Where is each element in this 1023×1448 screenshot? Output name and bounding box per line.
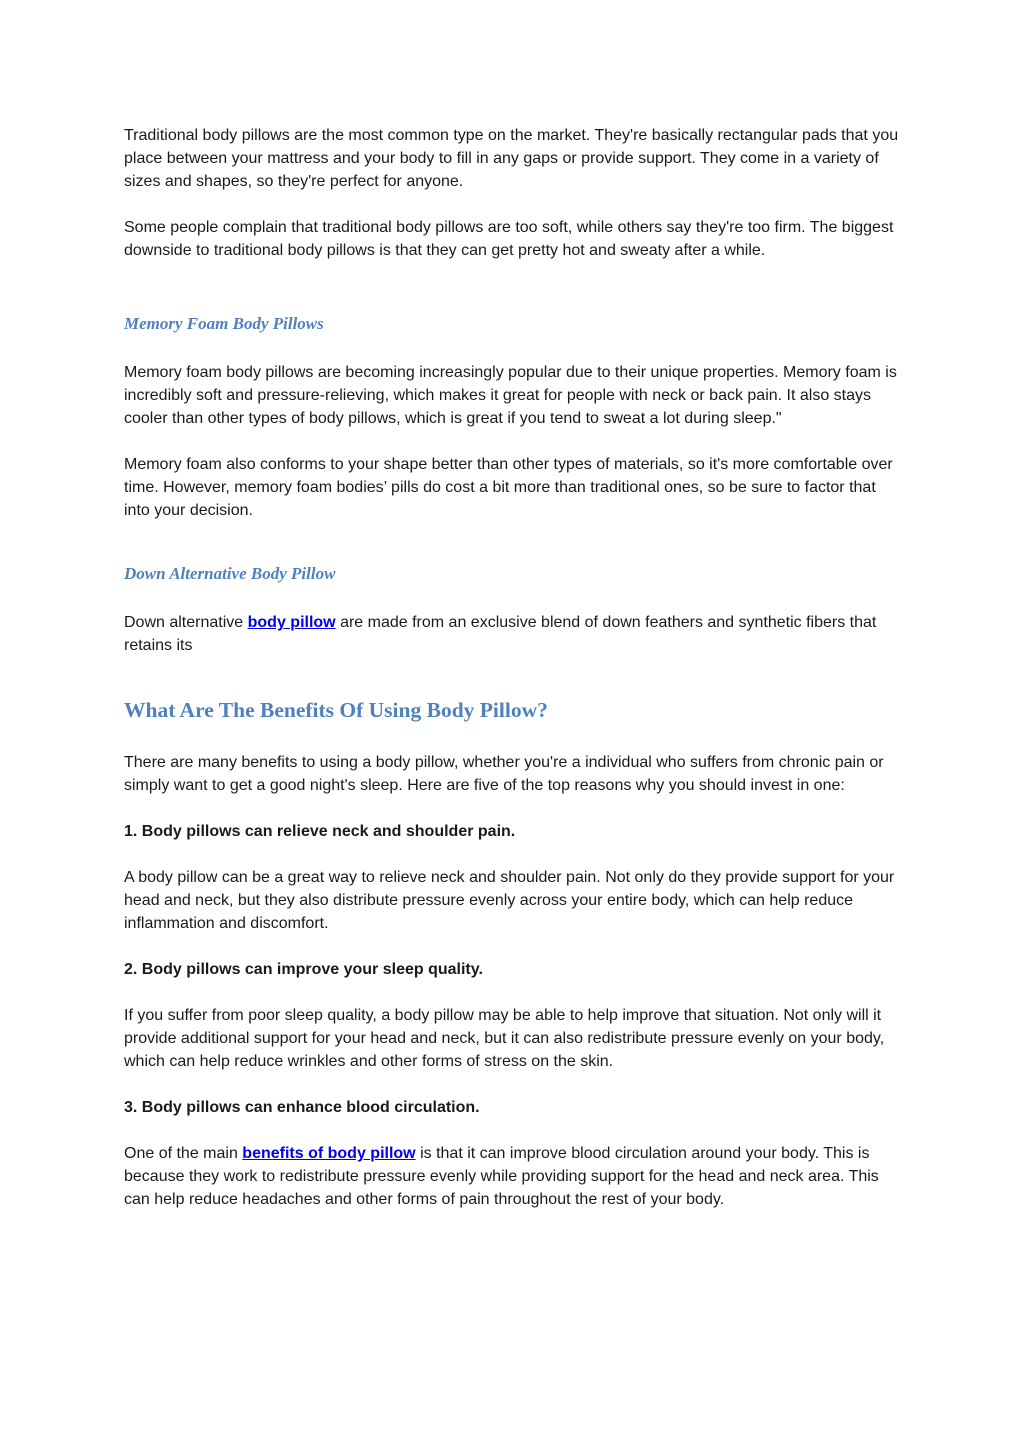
- spacer: [124, 1119, 899, 1142]
- benefits-intro: There are many benefits to using a body pillow, whether you're a individual who suffers from chronic pain or simply want to get a good night's sleep. Here are five of the top reasons why you should invest in one:: [124, 754, 884, 794]
- intro-paragraph-2: Some people complain that traditional body pillows are too soft, while others say they're too firm. The biggest downside to traditional body pillows is that they can get pretty hot and sweaty after a while.: [124, 219, 894, 259]
- spacer: [124, 585, 899, 611]
- benefit-1-text: A body pillow can be a great way to relieve neck and shoulder pain. Not only do they provide support for your head and neck, but they also distribute pressure evenly across your entire body, which can help reduce inflammation and discomfort.: [124, 869, 895, 932]
- benefit-3-text-after: is that it can improve blood circulation around your body. This is because they work to redistribute pressure evenly while providing support for the head and neck area. This can help reduce headaches and other forms of pain throughout the rest of your body.: [124, 1145, 879, 1208]
- spacer: [124, 843, 899, 866]
- memory-foam-heading: Memory Foam Body Pillows: [124, 314, 324, 333]
- spacer: [124, 657, 899, 696]
- spacer: [124, 981, 899, 1004]
- benefits-of-body-pillow-link[interactable]: benefits of body pillow: [242, 1145, 416, 1162]
- down-alternative-paragraph: [124, 611, 899, 657]
- down-alternative-text-after: are made from an exclusive blend of down feathers and synthetic fibers that retains its: [124, 614, 877, 654]
- benefit-2-title: 2. Body pillows can improve your sleep quality.: [124, 961, 483, 978]
- benefit-3-text: [124, 1142, 899, 1211]
- spacer: [124, 193, 899, 216]
- spacer: [124, 430, 899, 453]
- down-alternative-text-before: Down alternative: [124, 614, 248, 631]
- benefit-3-title: 3. Body pillows can enhance blood circulation.: [124, 1099, 480, 1116]
- document-page: [124, 124, 899, 1211]
- down-alternative-heading: Down Alternative Body Pillow: [124, 564, 336, 583]
- spacer: [124, 724, 899, 751]
- benefit-2-text: If you suffer from poor sleep quality, a body pillow may be able to help improve that situation. Not only will it provide additional support for your head and neck, but it can also redistribute pressure evenly on your body, which can help reduce wrinkles and other forms of stress on the skin.: [124, 1007, 885, 1070]
- memory-foam-paragraph-2: Memory foam also conforms to your shape better than other types of materials, so it's more comfortable over time. However, memory foam bodies’ pills do cost a bit more than traditional ones, so be sure to factor that into your decision.: [124, 456, 893, 519]
- intro-paragraph-1: Traditional body pillows are the most common type on the market. They're basically rectangular pads that you place between your mattress and your body to fill in any gaps or provide support. They come in a variety of sizes and shapes, so they're perfect for anyone.: [124, 127, 899, 190]
- spacer: [124, 522, 899, 562]
- spacer: [124, 1073, 899, 1096]
- spacer: [124, 262, 899, 312]
- benefits-heading: What Are The Benefits Of Using Body Pillow?: [124, 698, 548, 722]
- spacer: [124, 797, 899, 820]
- body-pillow-link[interactable]: body pillow: [247, 614, 336, 631]
- benefit-3-text-before: One of the main: [124, 1145, 243, 1162]
- spacer: [124, 935, 899, 958]
- memory-foam-paragraph-1: Memory foam body pillows are becoming increasingly popular due to their unique properties. Memory foam is incredibly soft and pressure-relieving, which makes it great for people with neck or back pain. It also stays cooler than other types of body pillows, which is great if you tend to sweat a lot during sleep.": [124, 364, 897, 427]
- benefit-1-title: 1. Body pillows can relieve neck and shoulder pain.: [124, 823, 516, 840]
- spacer: [124, 335, 899, 361]
